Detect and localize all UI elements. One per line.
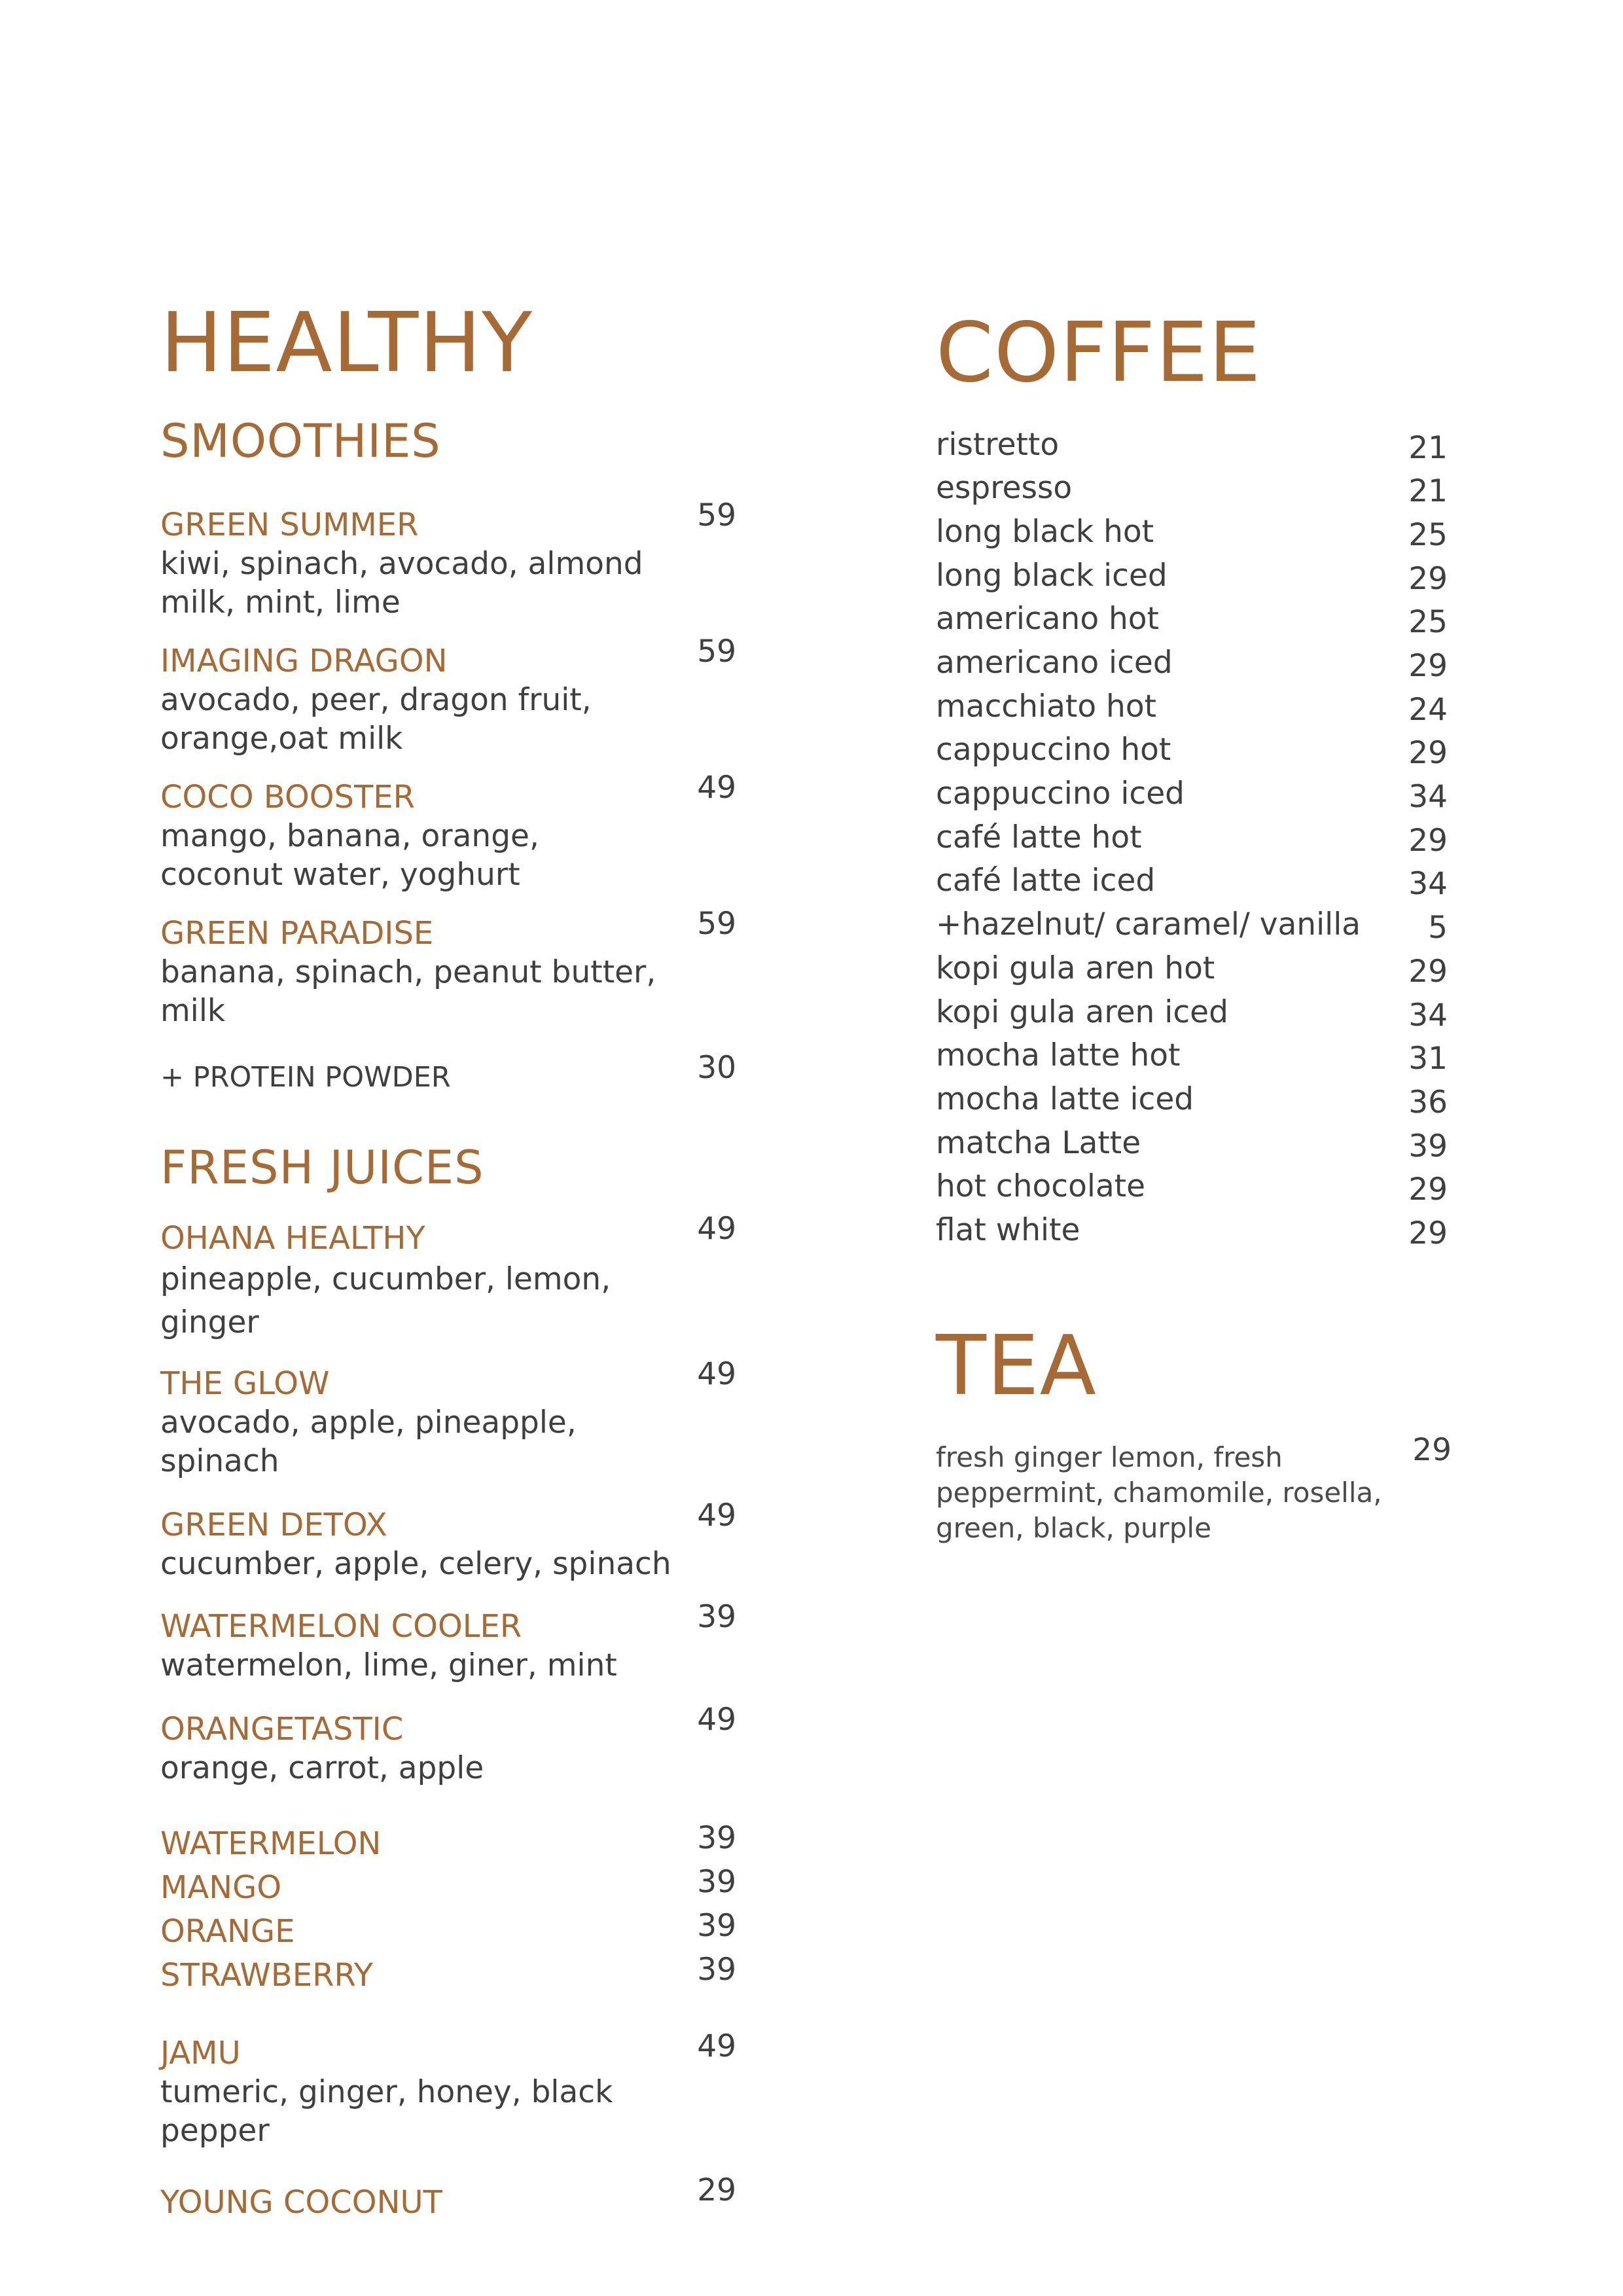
menu-item bbox=[160, 1820, 736, 1868]
coffee-name: hot chocolate bbox=[936, 1168, 1146, 1205]
item-name: MANGO bbox=[160, 1869, 282, 1906]
item-price: 59 bbox=[697, 905, 736, 942]
coffee-price: 21 bbox=[1408, 473, 1448, 510]
coffee-price: 34 bbox=[1408, 866, 1448, 903]
list-item bbox=[936, 903, 1459, 947]
coffee-price: 29 bbox=[1408, 1172, 1448, 1208]
menu-item bbox=[160, 1497, 736, 1583]
coffee-name: kopi gula aren hot bbox=[936, 950, 1215, 986]
item-description: banana, spinach, peanut butter, milk bbox=[160, 954, 656, 1029]
coffee-heading: COFFEE bbox=[936, 304, 1262, 401]
smoothies-heading: SMOOTHIES bbox=[160, 414, 441, 468]
item-price: 39 bbox=[697, 1820, 736, 1856]
list-item bbox=[936, 598, 1459, 641]
menu-item bbox=[160, 1210, 736, 1344]
item-description: orange, carrot, apple bbox=[160, 1749, 484, 1786]
item-name: GREEN PARADISE bbox=[160, 914, 434, 952]
item-name: ORANGETASTIC bbox=[160, 1710, 404, 1748]
coffee-price: 29 bbox=[1408, 648, 1448, 685]
menu-item bbox=[160, 769, 736, 894]
coffee-price: 29 bbox=[1408, 1215, 1448, 1251]
coffee-name: americano iced bbox=[936, 645, 1173, 681]
coffee-name: +hazelnut/ caramel/ vanilla bbox=[936, 906, 1361, 943]
coffee-name: mocha latte iced bbox=[936, 1081, 1194, 1117]
item-price: 49 bbox=[697, 1210, 736, 1247]
item-description: avocado, apple, pineapple, spinach bbox=[160, 1404, 577, 1479]
coffee-price: 21 bbox=[1408, 429, 1448, 466]
coffee-name: flat white bbox=[936, 1211, 1080, 1248]
item-description: watermelon, lime, giner, mint bbox=[160, 1647, 617, 1683]
coffee-name: espresso bbox=[936, 470, 1073, 507]
coffee-list bbox=[936, 423, 1459, 1253]
list-item bbox=[936, 554, 1459, 598]
tea-item bbox=[936, 1432, 1459, 1546]
item-name: ORANGE bbox=[160, 1912, 295, 1950]
list-item bbox=[936, 1078, 1459, 1122]
list-item bbox=[936, 511, 1459, 554]
healthy-heading: HEALTHY bbox=[160, 295, 533, 391]
item-price: 39 bbox=[697, 1907, 736, 1944]
menu-item bbox=[160, 1863, 736, 1912]
item-name: WATERMELON COOLER bbox=[160, 1607, 522, 1645]
item-description: pineapple, cucumber, lemon, ginger bbox=[160, 1261, 611, 1340]
list-item bbox=[936, 947, 1459, 991]
item-price: 39 bbox=[697, 1951, 736, 1988]
item-name: JAMU bbox=[160, 2034, 241, 2072]
list-item bbox=[936, 685, 1459, 729]
addon-item bbox=[160, 1049, 736, 1097]
fresh-juices-heading: FRESH JUICES bbox=[160, 1140, 484, 1194]
item-description: avocado, peer, dragon fruit, orange,oat milk bbox=[160, 681, 592, 757]
coffee-price: 29 bbox=[1408, 822, 1448, 859]
coffee-name: long black iced bbox=[936, 557, 1168, 594]
menu-item bbox=[160, 2028, 736, 2150]
list-item bbox=[936, 467, 1459, 511]
item-name: STRAWBERRY bbox=[160, 1956, 374, 1994]
item-price: 59 bbox=[697, 633, 736, 670]
item-price: 49 bbox=[697, 1497, 736, 1534]
tea-heading: TEA bbox=[936, 1317, 1097, 1414]
coffee-price: 25 bbox=[1408, 604, 1448, 641]
item-price: 49 bbox=[697, 1701, 736, 1738]
item-name: GREEN DETOX bbox=[160, 1506, 387, 1543]
coffee-price: 34 bbox=[1408, 779, 1448, 816]
list-item bbox=[936, 859, 1459, 903]
item-description: cucumber, apple, celery, spinach bbox=[160, 1545, 671, 1582]
menu-item bbox=[160, 633, 736, 758]
list-item bbox=[936, 1165, 1459, 1209]
item-name: OHANA HEALTHY bbox=[160, 1219, 425, 1257]
list-item bbox=[936, 991, 1459, 1035]
coffee-name: mocha latte hot bbox=[936, 1037, 1181, 1074]
coffee-price: 29 bbox=[1408, 735, 1448, 772]
list-item bbox=[936, 423, 1459, 467]
coffee-price: 29 bbox=[1408, 560, 1448, 597]
list-item bbox=[936, 1034, 1459, 1078]
coffee-name: kopi gula aren iced bbox=[936, 994, 1228, 1030]
item-name: IMAGING DRAGON bbox=[160, 642, 448, 679]
item-price: 49 bbox=[697, 1355, 736, 1392]
item-price: 39 bbox=[697, 1598, 736, 1635]
coffee-name: cappuccino hot bbox=[936, 732, 1171, 768]
menu-item bbox=[160, 1951, 736, 2000]
item-price: 29 bbox=[697, 2172, 736, 2208]
coffee-name: long black hot bbox=[936, 513, 1154, 550]
item-name: COCO BOOSTER bbox=[160, 778, 415, 816]
list-item bbox=[936, 728, 1459, 772]
simple-juice-list bbox=[160, 1820, 736, 2000]
coffee-name: macchiato hot bbox=[936, 688, 1157, 725]
tea-price: 29 bbox=[1412, 1432, 1452, 1469]
healthy-column bbox=[160, 295, 736, 2222]
coffee-price: 24 bbox=[1408, 691, 1448, 728]
list-item bbox=[936, 1209, 1459, 1253]
item-description: mango, banana, orange, coconut water, yoghurt bbox=[160, 817, 539, 893]
coffee-price: 39 bbox=[1408, 1128, 1448, 1164]
menu-item bbox=[160, 497, 736, 622]
list-item bbox=[936, 772, 1459, 816]
coffee-name: matcha Latte bbox=[936, 1124, 1141, 1161]
coffee-price: 36 bbox=[1408, 1084, 1448, 1121]
coffee-tea-column bbox=[936, 304, 1459, 1546]
item-name: WATERMELON bbox=[160, 1825, 382, 1862]
coffee-price: 31 bbox=[1408, 1041, 1448, 1077]
menu-item bbox=[160, 1355, 736, 1480]
coffee-price: 34 bbox=[1408, 997, 1448, 1033]
item-price: 30 bbox=[697, 1049, 736, 1086]
coffee-name: café latte iced bbox=[936, 863, 1156, 899]
menu-item bbox=[160, 905, 736, 1030]
menu-item bbox=[160, 1907, 736, 1956]
item-name: GREEN SUMMER bbox=[160, 506, 419, 543]
item-name: YOUNG COCONUT bbox=[160, 2183, 442, 2221]
addon-name: + PROTEIN POWDER bbox=[160, 1060, 451, 1094]
menu-item bbox=[160, 1598, 736, 1685]
list-item bbox=[936, 1122, 1459, 1166]
item-price: 49 bbox=[697, 2028, 736, 2064]
coffee-price: 5 bbox=[1428, 910, 1448, 946]
item-price: 39 bbox=[697, 1863, 736, 1900]
item-description: tumeric, ginger, honey, black pepper bbox=[160, 2073, 613, 2149]
coffee-name: americano hot bbox=[936, 601, 1159, 637]
list-item bbox=[936, 641, 1459, 685]
item-price: 59 bbox=[697, 497, 736, 533]
tea-description: fresh ginger lemon, fresh peppermint, chamomile, rosella, green, black, purple bbox=[936, 1441, 1382, 1545]
coffee-price: 29 bbox=[1408, 953, 1448, 990]
item-price: 49 bbox=[697, 769, 736, 806]
coffee-name: café latte hot bbox=[936, 819, 1142, 855]
coffee-price: 25 bbox=[1408, 516, 1448, 553]
menu-item bbox=[160, 2172, 736, 2222]
list-item bbox=[936, 816, 1459, 860]
item-description: kiwi, spinach, avocado, almond milk, mint, lime bbox=[160, 545, 643, 620]
menu-item bbox=[160, 1701, 736, 1787]
item-name: THE GLOW bbox=[160, 1365, 330, 1402]
coffee-name: cappuccino iced bbox=[936, 776, 1185, 812]
coffee-name: ristretto bbox=[936, 426, 1060, 463]
